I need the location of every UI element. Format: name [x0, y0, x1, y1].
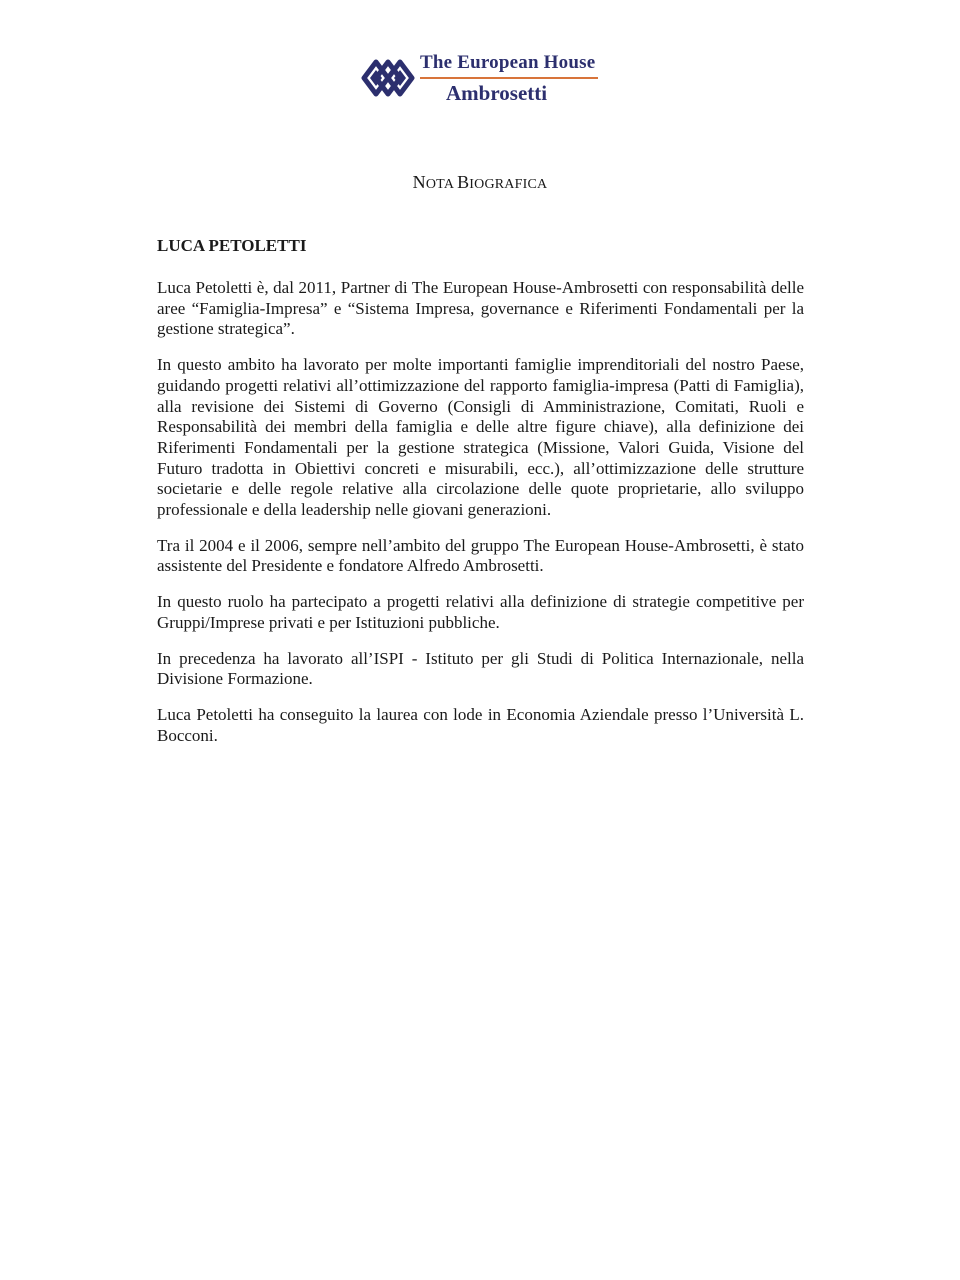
logo-text-line1: The European House — [420, 52, 596, 73]
person-name: LUCA PETOLETTI — [157, 236, 307, 255]
bio-paragraph: Tra il 2004 e il 2006, sempre nell’ambito del gruppo The European House-Ambrosetti, è stato assistente del Presidente e fondatore Alfredo Ambrosetti. — [157, 535, 804, 576]
bio-paragraph: In questo ambito ha lavorato per molte importanti famiglie imprenditoriali del nostro Paese, guidando progetti relativi all’ottimizzazione del rapporto famiglia-impresa (Patti di Famiglia), alla revisione dei Sistemi di Governo (Consigli di Amministrazione, Comitati, Ruoli e Responsabilità dei membri della famiglia e delle altre figure chiave), alla definizione dei Riferimenti Fondamentali per la gestione strategica (Missione, Valori Guida, Visione del Futuro tradotta in Obiettivi concreti e misurabili, ecc.), all’ottimizzazione delle strutture societarie e delle regole relative alla circolazione delle quote proprietarie, allo sviluppo professionale e della leadership nelle giovani generazioni. — [157, 355, 804, 520]
bio-paragraph: Luca Petoletti è, dal 2011, Partner di The European House-Ambrosetti con responsabilità delle aree “Famiglia-Impresa” e “Sistema Impresa, governance e Riferimenti Fondamentali per la gestione strategica”. — [157, 278, 804, 339]
heading-cap-1: N — [412, 172, 426, 192]
logo-text-line2: Ambrosetti — [446, 81, 548, 105]
company-logo — [360, 52, 610, 104]
bio-paragraph: Luca Petoletti ha conseguito la laurea con lode in Economia Aziendale presso l’Università L. Bocconi. — [157, 704, 804, 745]
document-heading — [0, 172, 960, 193]
bio-paragraph: In questo ruolo ha partecipato a progetti relativi alla definizione di strategie competitive per Gruppi/Imprese privati e per Istituzioni pubbliche. — [157, 592, 804, 632]
biography-body — [157, 278, 804, 761]
logo-divider — [420, 77, 598, 79]
heading-rest-2: IOGRAFICA — [469, 177, 548, 192]
heading-rest-1: OTA — [425, 177, 458, 192]
heading-cap-2: B — [457, 172, 470, 192]
ambrosetti-diamond-logo-icon — [360, 54, 416, 102]
bio-paragraph: In precedenza ha lavorato all’ISPI - Istituto per gli Studi di Politica Internazionale, nella Divisione Formazione. — [157, 648, 804, 689]
